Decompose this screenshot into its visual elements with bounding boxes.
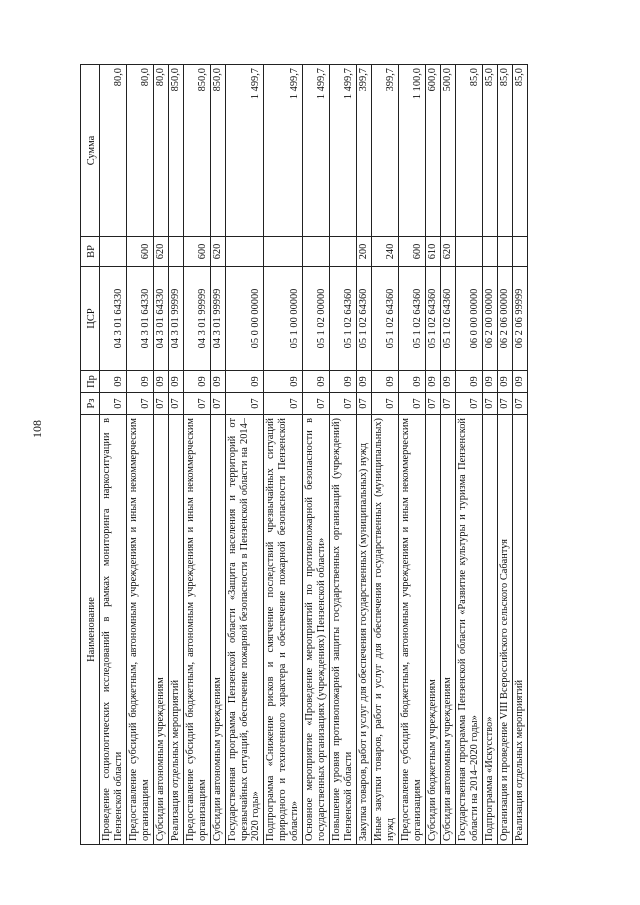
cell-sum: 80,0 [153, 65, 168, 237]
table-row [455, 65, 482, 845]
table-row [210, 65, 225, 845]
cell-rz: 07 [225, 393, 264, 415]
cell-csr: 06 2 06 99999 [512, 267, 527, 371]
cell-csr: 04 3 01 64330 [100, 267, 127, 371]
cell-name: Государственная программа Пензенской области «Развитие культуры и туризма Пензенской области на 2014–2020 годы» [455, 415, 482, 845]
table-row [330, 65, 357, 845]
cell-rz: 07 [264, 393, 303, 415]
table-row [153, 65, 168, 845]
cell-pr: 09 [183, 371, 210, 393]
cell-csr: 05 1 02 64360 [357, 267, 372, 371]
cell-vr: 600 [183, 237, 210, 267]
budget-table [80, 64, 528, 845]
table-body [100, 65, 528, 845]
cell-sum: 1 499,7 [264, 65, 303, 237]
cell-name: Повышение уровня противопожарной защиты государственных организаций (учреждений) Пензенской области [330, 415, 357, 845]
cell-pr: 09 [398, 371, 425, 393]
cell-name: Организация и проведение VIII Всероссийского сельского Сабантуя [497, 415, 512, 845]
cell-pr: 09 [455, 371, 482, 393]
cell-vr [455, 237, 482, 267]
cell-name: Реализация отдельных мероприятий [168, 415, 183, 845]
cell-sum: 600,0 [425, 65, 440, 237]
page-number: 108 [30, 420, 44, 438]
cell-sum: 80,0 [126, 65, 153, 237]
cell-vr [330, 237, 357, 267]
header-csr: ЦСР [81, 267, 100, 371]
cell-csr: 04 3 01 99999 [210, 267, 225, 371]
cell-name: Предоставление субсидий бюджетным, автономным учреждениям и иным некоммерческим организациям [183, 415, 210, 845]
table-row [225, 65, 264, 845]
cell-rz: 07 [126, 393, 153, 415]
cell-vr [512, 237, 527, 267]
table-row [183, 65, 210, 845]
cell-csr: 05 1 02 64360 [425, 267, 440, 371]
cell-pr: 09 [264, 371, 303, 393]
cell-rz: 07 [357, 393, 372, 415]
cell-sum: 1 100,0 [398, 65, 425, 237]
cell-pr: 09 [225, 371, 264, 393]
cell-pr: 09 [425, 371, 440, 393]
cell-rz: 07 [372, 393, 399, 415]
cell-name: Субсидии автономным учреждениям [440, 415, 455, 845]
table-row [126, 65, 153, 845]
table-row [264, 65, 303, 845]
cell-rz: 07 [183, 393, 210, 415]
cell-vr: 600 [126, 237, 153, 267]
cell-rz: 07 [100, 393, 127, 415]
cell-rz: 07 [512, 393, 527, 415]
header-vr: ВР [81, 237, 100, 267]
cell-name: Иные закупки товаров, работ и услуг для обеспечения государственных (муниципальных) нужд [372, 415, 399, 845]
cell-vr: 620 [153, 237, 168, 267]
cell-csr: 06 2 06 00000 [497, 267, 512, 371]
cell-pr: 09 [210, 371, 225, 393]
cell-rz: 07 [153, 393, 168, 415]
header-sum: Сумма [81, 65, 100, 237]
cell-name: Подпрограмма «Снижение рисков и смягчение последствий чрезвычайных ситуаций природного и техногенного характера и обеспечение пожарной безопасности Пензенской области» [264, 415, 303, 845]
cell-pr: 09 [153, 371, 168, 393]
cell-sum: 399,7 [372, 65, 399, 237]
cell-name: Субсидии бюджетным учреждениям [425, 415, 440, 845]
cell-pr: 09 [497, 371, 512, 393]
table-row [512, 65, 527, 845]
table-row [482, 65, 497, 845]
table-row [357, 65, 372, 845]
cell-name: Предоставление субсидий бюджетным, автономным учреждениям и иным некоммерческим организациям [126, 415, 153, 845]
cell-csr: 05 1 02 00000 [303, 267, 330, 371]
table-row [497, 65, 512, 845]
cell-pr: 09 [168, 371, 183, 393]
cell-name: Предоставление субсидий бюджетным, автономным учреждениям и иным некоммерческим организациям [398, 415, 425, 845]
cell-sum: 85,0 [482, 65, 497, 237]
cell-csr: 05 1 02 64360 [440, 267, 455, 371]
cell-sum: 85,0 [497, 65, 512, 237]
cell-rz: 07 [210, 393, 225, 415]
cell-vr [225, 237, 264, 267]
cell-csr: 05 0 00 00000 [225, 267, 264, 371]
cell-rz: 07 [440, 393, 455, 415]
cell-pr: 09 [303, 371, 330, 393]
cell-vr: 240 [372, 237, 399, 267]
table-row [398, 65, 425, 845]
cell-rz: 07 [482, 393, 497, 415]
rotated-table-sheet [80, 65, 550, 845]
cell-sum: 1 499,7 [303, 65, 330, 237]
table-row [440, 65, 455, 845]
cell-vr [303, 237, 330, 267]
cell-name: Реализация отдельных мероприятий [512, 415, 527, 845]
cell-pr: 09 [126, 371, 153, 393]
cell-vr [264, 237, 303, 267]
cell-vr [100, 237, 127, 267]
cell-sum: 1 499,7 [330, 65, 357, 237]
cell-vr: 610 [425, 237, 440, 267]
header-pr: Пр [81, 371, 100, 393]
cell-name: Закупка товаров, работ и услуг для обеспечения государственных (муниципальных) нужд [357, 415, 372, 845]
table-row [100, 65, 127, 845]
cell-csr: 05 1 00 00000 [264, 267, 303, 371]
table-row [303, 65, 330, 845]
cell-csr: 04 3 01 99999 [183, 267, 210, 371]
cell-name: Субсидии автономным учреждениям [153, 415, 168, 845]
cell-pr: 09 [440, 371, 455, 393]
cell-csr: 04 3 01 64330 [126, 267, 153, 371]
cell-csr: 06 0 00 00000 [455, 267, 482, 371]
cell-vr [497, 237, 512, 267]
table-header-row [81, 65, 100, 845]
cell-pr: 09 [330, 371, 357, 393]
cell-rz: 07 [398, 393, 425, 415]
cell-pr: 09 [357, 371, 372, 393]
header-rz: Рз [81, 393, 100, 415]
table-row [372, 65, 399, 845]
cell-sum: 399,7 [357, 65, 372, 237]
cell-rz: 07 [497, 393, 512, 415]
cell-csr: 05 1 02 64360 [398, 267, 425, 371]
cell-sum: 1 499,7 [225, 65, 264, 237]
cell-pr: 09 [482, 371, 497, 393]
cell-vr: 600 [398, 237, 425, 267]
cell-csr: 05 1 02 64360 [372, 267, 399, 371]
table-row [168, 65, 183, 845]
cell-rz: 07 [455, 393, 482, 415]
cell-csr: 06 2 00 00000 [482, 267, 497, 371]
cell-vr: 620 [440, 237, 455, 267]
cell-sum: 85,0 [455, 65, 482, 237]
cell-name: Субсидии автономным учреждениям [210, 415, 225, 845]
cell-pr: 09 [372, 371, 399, 393]
cell-pr: 09 [100, 371, 127, 393]
cell-name: Государственная программа Пензенской области «Защита населения и территорий от чрезвычайных ситуаций, обеспечение пожарной безопасности в Пензенской области на 2014–2020 годы» [225, 415, 264, 845]
cell-sum: 500,0 [440, 65, 455, 237]
cell-name: Подпрограмма «Искусство» [482, 415, 497, 845]
cell-sum: 850,0 [183, 65, 210, 237]
cell-csr: 05 1 02 64360 [330, 267, 357, 371]
cell-vr [482, 237, 497, 267]
cell-sum: 85,0 [512, 65, 527, 237]
cell-rz: 07 [425, 393, 440, 415]
cell-rz: 07 [330, 393, 357, 415]
cell-rz: 07 [168, 393, 183, 415]
header-name: Наименование [81, 415, 100, 845]
cell-csr: 04 3 01 99999 [168, 267, 183, 371]
cell-vr [168, 237, 183, 267]
cell-name: Проведение социологических исследований в рамках мониторинга наркоситуации в Пензенской области [100, 415, 127, 845]
cell-sum: 850,0 [210, 65, 225, 237]
cell-name: Основное мероприятие «Проведение мероприятий по противопожарной безопасности в государственных организациях (учреждениях) Пензенской области» [303, 415, 330, 845]
cell-sum: 850,0 [168, 65, 183, 237]
cell-vr: 200 [357, 237, 372, 267]
cell-pr: 09 [512, 371, 527, 393]
table-row [425, 65, 440, 845]
cell-csr: 04 3 01 64330 [153, 267, 168, 371]
cell-vr: 620 [210, 237, 225, 267]
cell-sum: 80,0 [100, 65, 127, 237]
cell-rz: 07 [303, 393, 330, 415]
